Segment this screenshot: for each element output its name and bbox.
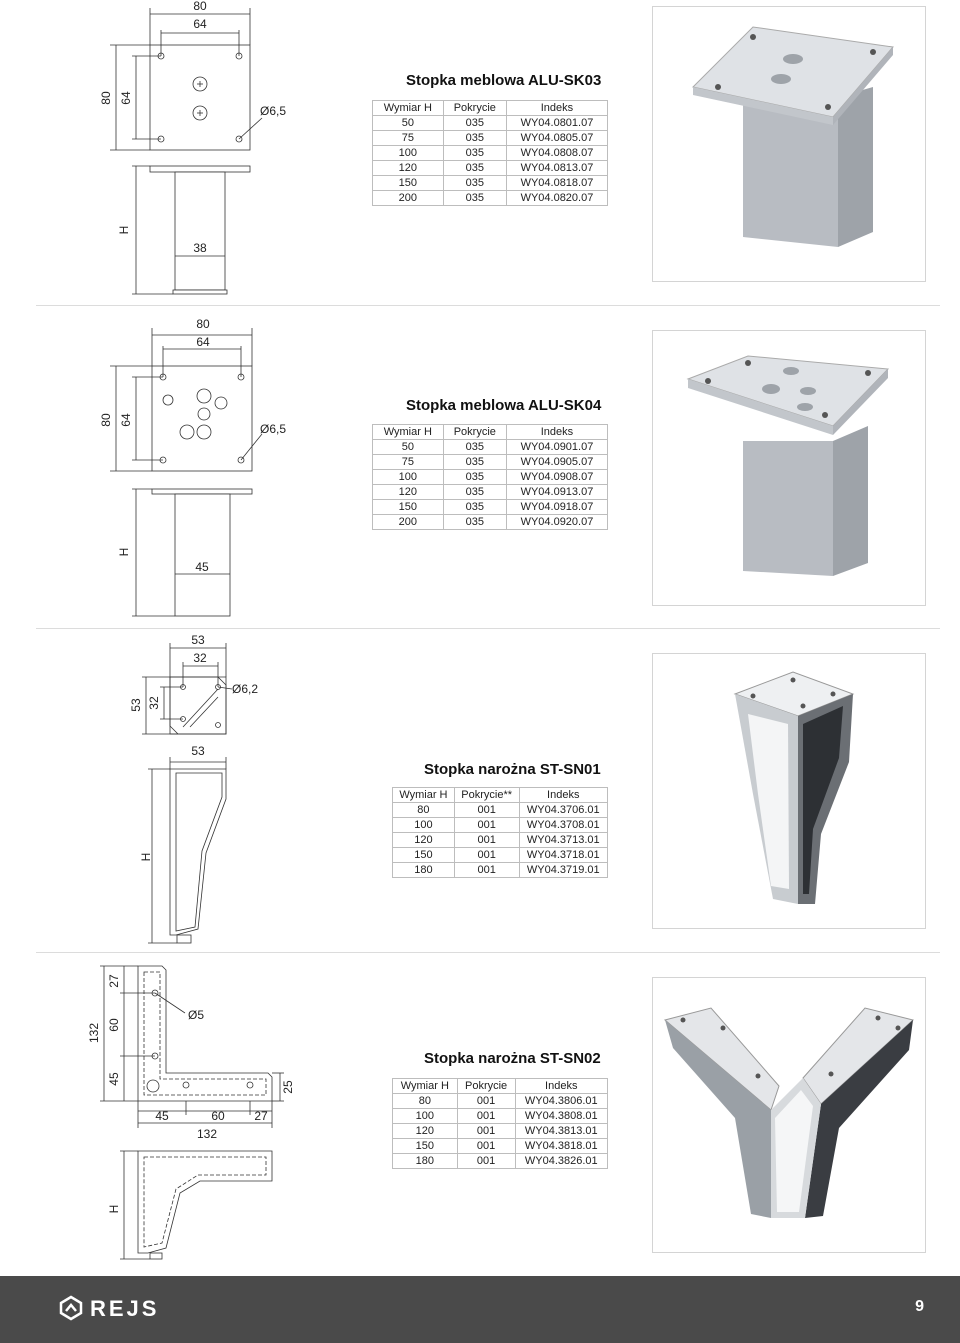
col-header-index: Indeks [506, 425, 607, 440]
dim-inner-width: 64 [193, 17, 207, 31]
table-row [373, 500, 608, 515]
cell-height: 150 [393, 1139, 458, 1154]
dim-hole-diameter: Ø5 [188, 1008, 205, 1022]
technical-drawing-alu-sk03 [0, 0, 370, 305]
table-row [373, 485, 608, 500]
cell-coating: 001 [454, 803, 519, 818]
brand-name: REJS [90, 1296, 160, 1321]
col-header-height: Wymiar H [373, 101, 444, 116]
col-header-coating: Pokrycie [457, 1079, 515, 1094]
table-row [373, 146, 608, 161]
cell-index: WY04.3719.01 [519, 863, 608, 878]
cell-index: WY04.0818.07 [506, 176, 607, 191]
product-photo-alu-sk03 [652, 6, 926, 282]
cell-height: 75 [373, 131, 444, 146]
dim-height: H [117, 547, 131, 557]
dim-leg-width: 45 [195, 560, 209, 574]
cell-height: 80 [393, 803, 455, 818]
table-row [393, 1154, 608, 1169]
table-row [393, 803, 608, 818]
cell-coating: 035 [443, 440, 506, 455]
cell-height: 200 [373, 191, 444, 206]
cell-index: WY04.0920.07 [506, 515, 607, 530]
cell-index: WY04.0905.07 [506, 455, 607, 470]
dim-outer-height: 80 [99, 413, 113, 427]
dim-height: H [139, 852, 153, 862]
table-header-row [393, 788, 608, 803]
cell-index: WY04.3806.01 [515, 1094, 607, 1109]
cell-index: WY04.3813.01 [515, 1124, 607, 1139]
cell-coating: 001 [454, 818, 519, 833]
cell-height: 80 [393, 1094, 458, 1109]
cell-coating: 035 [443, 470, 506, 485]
cell-index: WY04.0801.07 [506, 116, 607, 131]
dim-inner-height: 64 [119, 413, 133, 427]
cell-height: 75 [373, 455, 444, 470]
cell-index: WY04.3818.01 [515, 1139, 607, 1154]
cell-index: WY04.0808.07 [506, 146, 607, 161]
product-title: Stopka meblowa ALU-SK03 [406, 72, 602, 89]
product-photo-st-sn02 [652, 977, 926, 1253]
dim-inner-height: 64 [119, 91, 133, 105]
table-row [373, 440, 608, 455]
col-header-coating: Pokrycie** [454, 788, 519, 803]
table-header-row [373, 425, 608, 440]
dim-horizontal-a: 45 [155, 1109, 169, 1123]
dim-outer-width: 80 [193, 0, 207, 13]
cell-height: 150 [393, 848, 455, 863]
product-alu-sk04 [0, 306, 960, 628]
spec-table-alu-sk04 [372, 424, 608, 530]
cell-height: 120 [373, 161, 444, 176]
cell-index: WY04.3718.01 [519, 848, 608, 863]
table-row [373, 191, 608, 206]
product-st-sn02 [0, 953, 960, 1273]
cell-coating: 001 [454, 863, 519, 878]
cell-index: WY04.3808.01 [515, 1109, 607, 1124]
page-number: 9 [915, 1298, 924, 1315]
cell-coating: 001 [454, 833, 519, 848]
table-header-row [373, 101, 608, 116]
table-row [373, 131, 608, 146]
table-row [373, 116, 608, 131]
col-header-index: Indeks [515, 1079, 607, 1094]
product-title: Stopka narożna ST-SN02 [424, 1050, 601, 1067]
dim-hole-diameter: Ø6,5 [260, 104, 287, 118]
col-header-index: Indeks [506, 101, 607, 116]
cell-index: WY04.0918.07 [506, 500, 607, 515]
table-row [393, 1124, 608, 1139]
cell-coating: 035 [443, 146, 506, 161]
product-photo-alu-sk04 [652, 330, 926, 606]
cell-height: 180 [393, 863, 455, 878]
table-row [393, 833, 608, 848]
table-row [393, 1139, 608, 1154]
dim-top-vertical: 27 [107, 974, 121, 988]
cell-coating: 035 [443, 131, 506, 146]
dim-outer-width: 53 [191, 633, 205, 647]
product-title: Stopka narożna ST-SN01 [424, 761, 601, 778]
cell-height: 120 [393, 833, 455, 848]
spec-table-alu-sk03 [372, 100, 608, 206]
cell-height: 200 [373, 515, 444, 530]
rejs-logo-icon [58, 1295, 84, 1321]
dim-horizontal-b: 60 [211, 1109, 225, 1123]
cell-coating: 035 [443, 500, 506, 515]
col-header-height: Wymiar H [393, 1079, 458, 1094]
cell-height: 50 [373, 440, 444, 455]
table-row [393, 818, 608, 833]
table-row [373, 161, 608, 176]
col-header-coating: Pokrycie [443, 425, 506, 440]
page-footer [0, 1276, 960, 1343]
dim-outer-height: 80 [99, 91, 113, 105]
dim-leg-width: 53 [191, 744, 205, 758]
dim-height: H [107, 1204, 121, 1214]
cell-height: 150 [373, 176, 444, 191]
cell-coating: 035 [443, 455, 506, 470]
table-row [373, 455, 608, 470]
table-row [393, 1109, 608, 1124]
cell-index: WY04.3706.01 [519, 803, 608, 818]
table-row [393, 1094, 608, 1109]
dim-thickness: 25 [281, 1080, 295, 1094]
cell-height: 120 [393, 1124, 458, 1139]
product-photo-st-sn01 [652, 653, 926, 929]
cell-coating: 035 [443, 515, 506, 530]
cell-coating: 035 [443, 176, 506, 191]
dim-bottom-vertical: 45 [107, 1072, 121, 1086]
product-title: Stopka meblowa ALU-SK04 [406, 397, 602, 414]
product-st-sn01 [0, 629, 960, 952]
table-row [373, 515, 608, 530]
cell-coating: 001 [457, 1109, 515, 1124]
cell-height: 50 [373, 116, 444, 131]
dim-horizontal-total: 132 [196, 1127, 218, 1141]
cell-coating: 035 [443, 116, 506, 131]
cell-index: WY04.0913.07 [506, 485, 607, 500]
dim-outer-height: 53 [129, 698, 143, 712]
cell-coating: 035 [443, 191, 506, 206]
col-header-height: Wymiar H [393, 788, 455, 803]
dim-outer-width: 80 [196, 317, 210, 331]
spec-table-st-sn02 [392, 1078, 608, 1169]
cell-index: WY04.0908.07 [506, 470, 607, 485]
dim-inner-width: 64 [196, 335, 210, 349]
col-header-height: Wymiar H [373, 425, 444, 440]
cell-coating: 001 [457, 1124, 515, 1139]
cell-coating: 035 [443, 161, 506, 176]
dim-total-vertical: 132 [87, 1022, 101, 1044]
cell-index: WY04.0813.07 [506, 161, 607, 176]
technical-drawing-st-sn01 [0, 629, 370, 952]
technical-drawing-st-sn02 [0, 953, 370, 1273]
dim-inner-width: 32 [193, 651, 207, 665]
table-row [393, 863, 608, 878]
dim-hole-diameter: Ø6,2 [232, 682, 259, 696]
dim-mid-vertical: 60 [107, 1018, 121, 1032]
cell-height: 100 [393, 1109, 458, 1124]
cell-index: WY04.0820.07 [506, 191, 607, 206]
product-alu-sk03 [0, 0, 960, 305]
cell-height: 120 [373, 485, 444, 500]
cell-height: 100 [373, 146, 444, 161]
dim-height: H [117, 225, 131, 235]
cell-coating: 001 [457, 1139, 515, 1154]
cell-index: WY04.3826.01 [515, 1154, 607, 1169]
cell-height: 150 [373, 500, 444, 515]
dim-horizontal-c: 27 [254, 1109, 268, 1123]
cell-coating: 001 [457, 1094, 515, 1109]
cell-height: 100 [373, 470, 444, 485]
cell-index: WY04.0901.07 [506, 440, 607, 455]
cell-index: WY04.3708.01 [519, 818, 608, 833]
table-header-row [393, 1079, 608, 1094]
dim-leg-width: 38 [193, 241, 207, 255]
table-row [373, 176, 608, 191]
cell-index: WY04.3713.01 [519, 833, 608, 848]
col-header-index: Indeks [519, 788, 608, 803]
dim-hole-diameter: Ø6,5 [260, 422, 287, 436]
table-row [393, 848, 608, 863]
spec-table-st-sn01 [392, 787, 608, 878]
col-header-coating: Pokrycie [443, 101, 506, 116]
cell-index: WY04.0805.07 [506, 131, 607, 146]
cell-coating: 001 [457, 1154, 515, 1169]
cell-coating: 035 [443, 485, 506, 500]
cell-coating: 001 [454, 848, 519, 863]
table-row [373, 470, 608, 485]
dim-inner-height: 32 [147, 696, 161, 710]
technical-drawing-alu-sk04 [0, 306, 370, 628]
cell-height: 100 [393, 818, 455, 833]
cell-height: 180 [393, 1154, 458, 1169]
